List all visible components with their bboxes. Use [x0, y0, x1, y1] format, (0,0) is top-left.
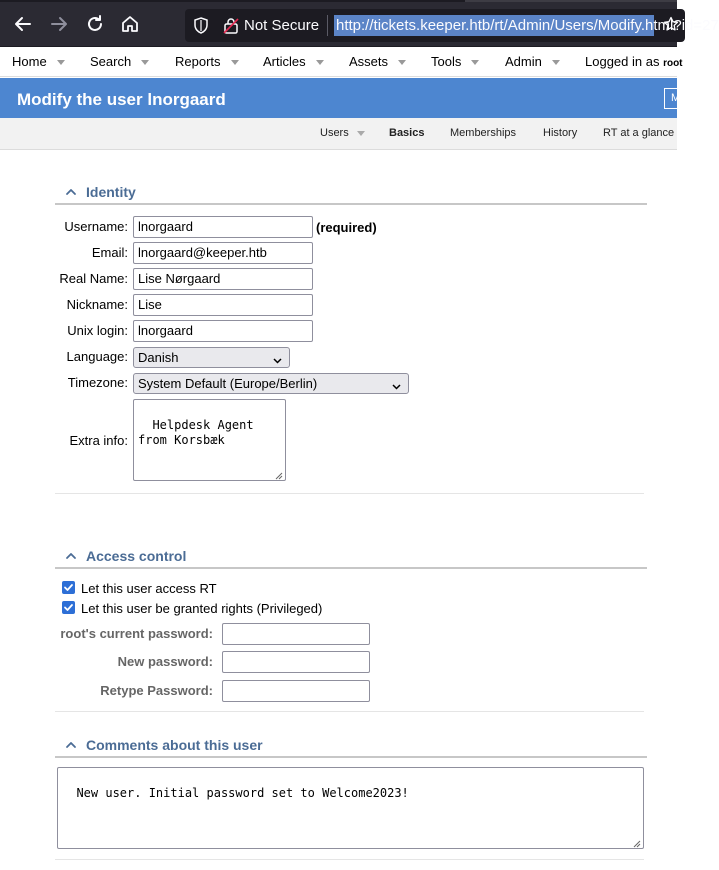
bookmark-star-icon[interactable]	[663, 16, 679, 37]
access-section-title: Access control	[86, 548, 187, 564]
email-field[interactable]: lnorgaard@keeper.htb	[133, 242, 313, 264]
email-label: Email:	[91, 245, 128, 260]
required-marker: (required)	[316, 220, 377, 235]
menu-assets-label: Assets	[349, 54, 389, 69]
chevron-down-icon	[57, 60, 65, 65]
collapse-chevron-icon[interactable]	[64, 185, 78, 199]
menu-assets[interactable]	[349, 54, 406, 69]
menu-tools-label: Tools	[431, 54, 462, 69]
menu-search[interactable]	[90, 54, 149, 69]
language-value: Danish	[138, 350, 179, 365]
unixlogin-label: Unix login:	[67, 323, 128, 338]
access-rt-checkbox[interactable]	[62, 581, 75, 594]
tracking-shield-icon[interactable]	[193, 17, 209, 34]
access-section-header[interactable]	[55, 547, 647, 569]
new-password-field[interactable]	[222, 651, 370, 673]
comments-textarea[interactable]	[57, 767, 644, 849]
realname-label: Real Name:	[59, 271, 128, 286]
chevron-down-icon	[552, 60, 560, 65]
extrainfo-textarea[interactable]	[133, 399, 286, 481]
page-tabs	[0, 118, 677, 150]
access-rt-label[interactable]: Let this user access RT	[81, 581, 217, 596]
username-field[interactable]: lnorgaard	[133, 216, 313, 238]
checkmark-icon	[63, 602, 74, 613]
back-icon[interactable]	[12, 13, 34, 35]
extrainfo-text: Helpdesk Agent from Korsbæk	[138, 418, 261, 447]
logged-in-user: root	[663, 58, 683, 69]
menu-admin[interactable]	[505, 54, 560, 69]
checkmark-icon	[63, 582, 74, 593]
forward-icon[interactable]	[48, 13, 70, 35]
tab-history[interactable]: History	[543, 127, 578, 139]
logged-in-status[interactable]	[585, 54, 683, 69]
chevron-down-icon	[398, 60, 406, 65]
url-separator	[327, 15, 328, 36]
timezone-label: Timezone:	[67, 375, 128, 390]
page-title: Modify the user lnorgaard	[17, 90, 226, 109]
page-header	[0, 78, 681, 118]
chevron-down-icon	[141, 60, 149, 65]
new-password-label: New password:	[117, 654, 213, 669]
home-icon[interactable]	[119, 13, 141, 35]
chevron-down-icon	[231, 60, 239, 65]
insecure-lock-icon[interactable]	[223, 17, 239, 34]
chevron-down-icon	[392, 379, 401, 388]
identity-section-header[interactable]	[55, 183, 647, 205]
comments-section-header[interactable]	[55, 736, 647, 758]
not-secure-label[interactable]: Not Secure	[244, 17, 320, 34]
rt-main-menu	[0, 47, 683, 77]
logged-in-label: Logged in as	[585, 54, 660, 69]
nickname-field[interactable]: Lise	[133, 294, 313, 316]
chevron-down-icon	[273, 353, 282, 362]
reload-icon[interactable]	[84, 13, 106, 35]
nickname-label: Nickname:	[66, 297, 128, 312]
realname-field[interactable]: Lise Nørgaard	[133, 268, 313, 290]
menu-tools[interactable]	[431, 54, 479, 69]
url-text[interactable]: http://tickets.keeper.htb/rt/Admin/Users/Modify.html?id=27	[336, 17, 719, 34]
menu-home-label: Home	[12, 54, 47, 69]
unixlogin-field[interactable]: lnorgaard	[133, 320, 313, 342]
comments-text: New user. Initial password set to Welcome2023!	[76, 786, 409, 800]
tab-rt-at-a-glance[interactable]: RT at a glance	[603, 127, 675, 139]
extrainfo-label: Extra info:	[69, 433, 128, 448]
current-password-field[interactable]	[222, 623, 370, 645]
username-label: Username:	[64, 219, 128, 234]
identity-section-divider	[55, 493, 644, 494]
comments-section-divider	[55, 859, 644, 860]
url-bar[interactable]	[185, 9, 719, 42]
menu-articles-label: Articles	[263, 54, 306, 69]
chevron-down-icon	[316, 60, 324, 65]
tab-basics[interactable]: Basics	[389, 127, 425, 139]
browser-toolbar	[0, 0, 719, 47]
language-label: Language:	[66, 349, 128, 364]
access-section-divider	[55, 711, 644, 712]
current-password-label: root's current password:	[60, 626, 213, 641]
tab-users[interactable]	[320, 127, 365, 139]
tab-users-label: Users	[320, 127, 349, 139]
chevron-down-icon	[357, 131, 365, 136]
timezone-select[interactable]	[133, 373, 409, 394]
tab-strip-edge	[0, 0, 677, 2]
comments-section-title: Comments about this user	[86, 737, 263, 753]
menu-admin-label: Admin	[505, 54, 542, 69]
timezone-value: System Default (Europe/Berlin)	[138, 376, 318, 391]
menu-home[interactable]	[12, 54, 65, 69]
resize-grip-icon[interactable]	[274, 469, 283, 478]
language-select[interactable]	[133, 347, 290, 368]
privileged-checkbox[interactable]	[62, 601, 75, 614]
privileged-label[interactable]: Let this user be granted rights (Privileged)	[81, 601, 323, 616]
identity-section-title: Identity	[86, 184, 136, 200]
header-action-button[interactable]: M	[664, 88, 684, 109]
collapse-chevron-icon[interactable]	[64, 549, 78, 563]
collapse-chevron-icon[interactable]	[64, 738, 78, 752]
menu-search-label: Search	[90, 54, 132, 69]
menu-reports-label: Reports	[175, 54, 221, 69]
tab-memberships[interactable]: Memberships	[450, 127, 517, 139]
retype-password-label: Retype Password:	[100, 683, 213, 698]
retype-password-field[interactable]	[222, 680, 370, 702]
resize-grip-icon[interactable]	[632, 837, 641, 846]
menu-reports[interactable]	[175, 54, 239, 69]
chevron-down-icon	[471, 60, 479, 65]
menu-articles[interactable]	[263, 54, 324, 69]
